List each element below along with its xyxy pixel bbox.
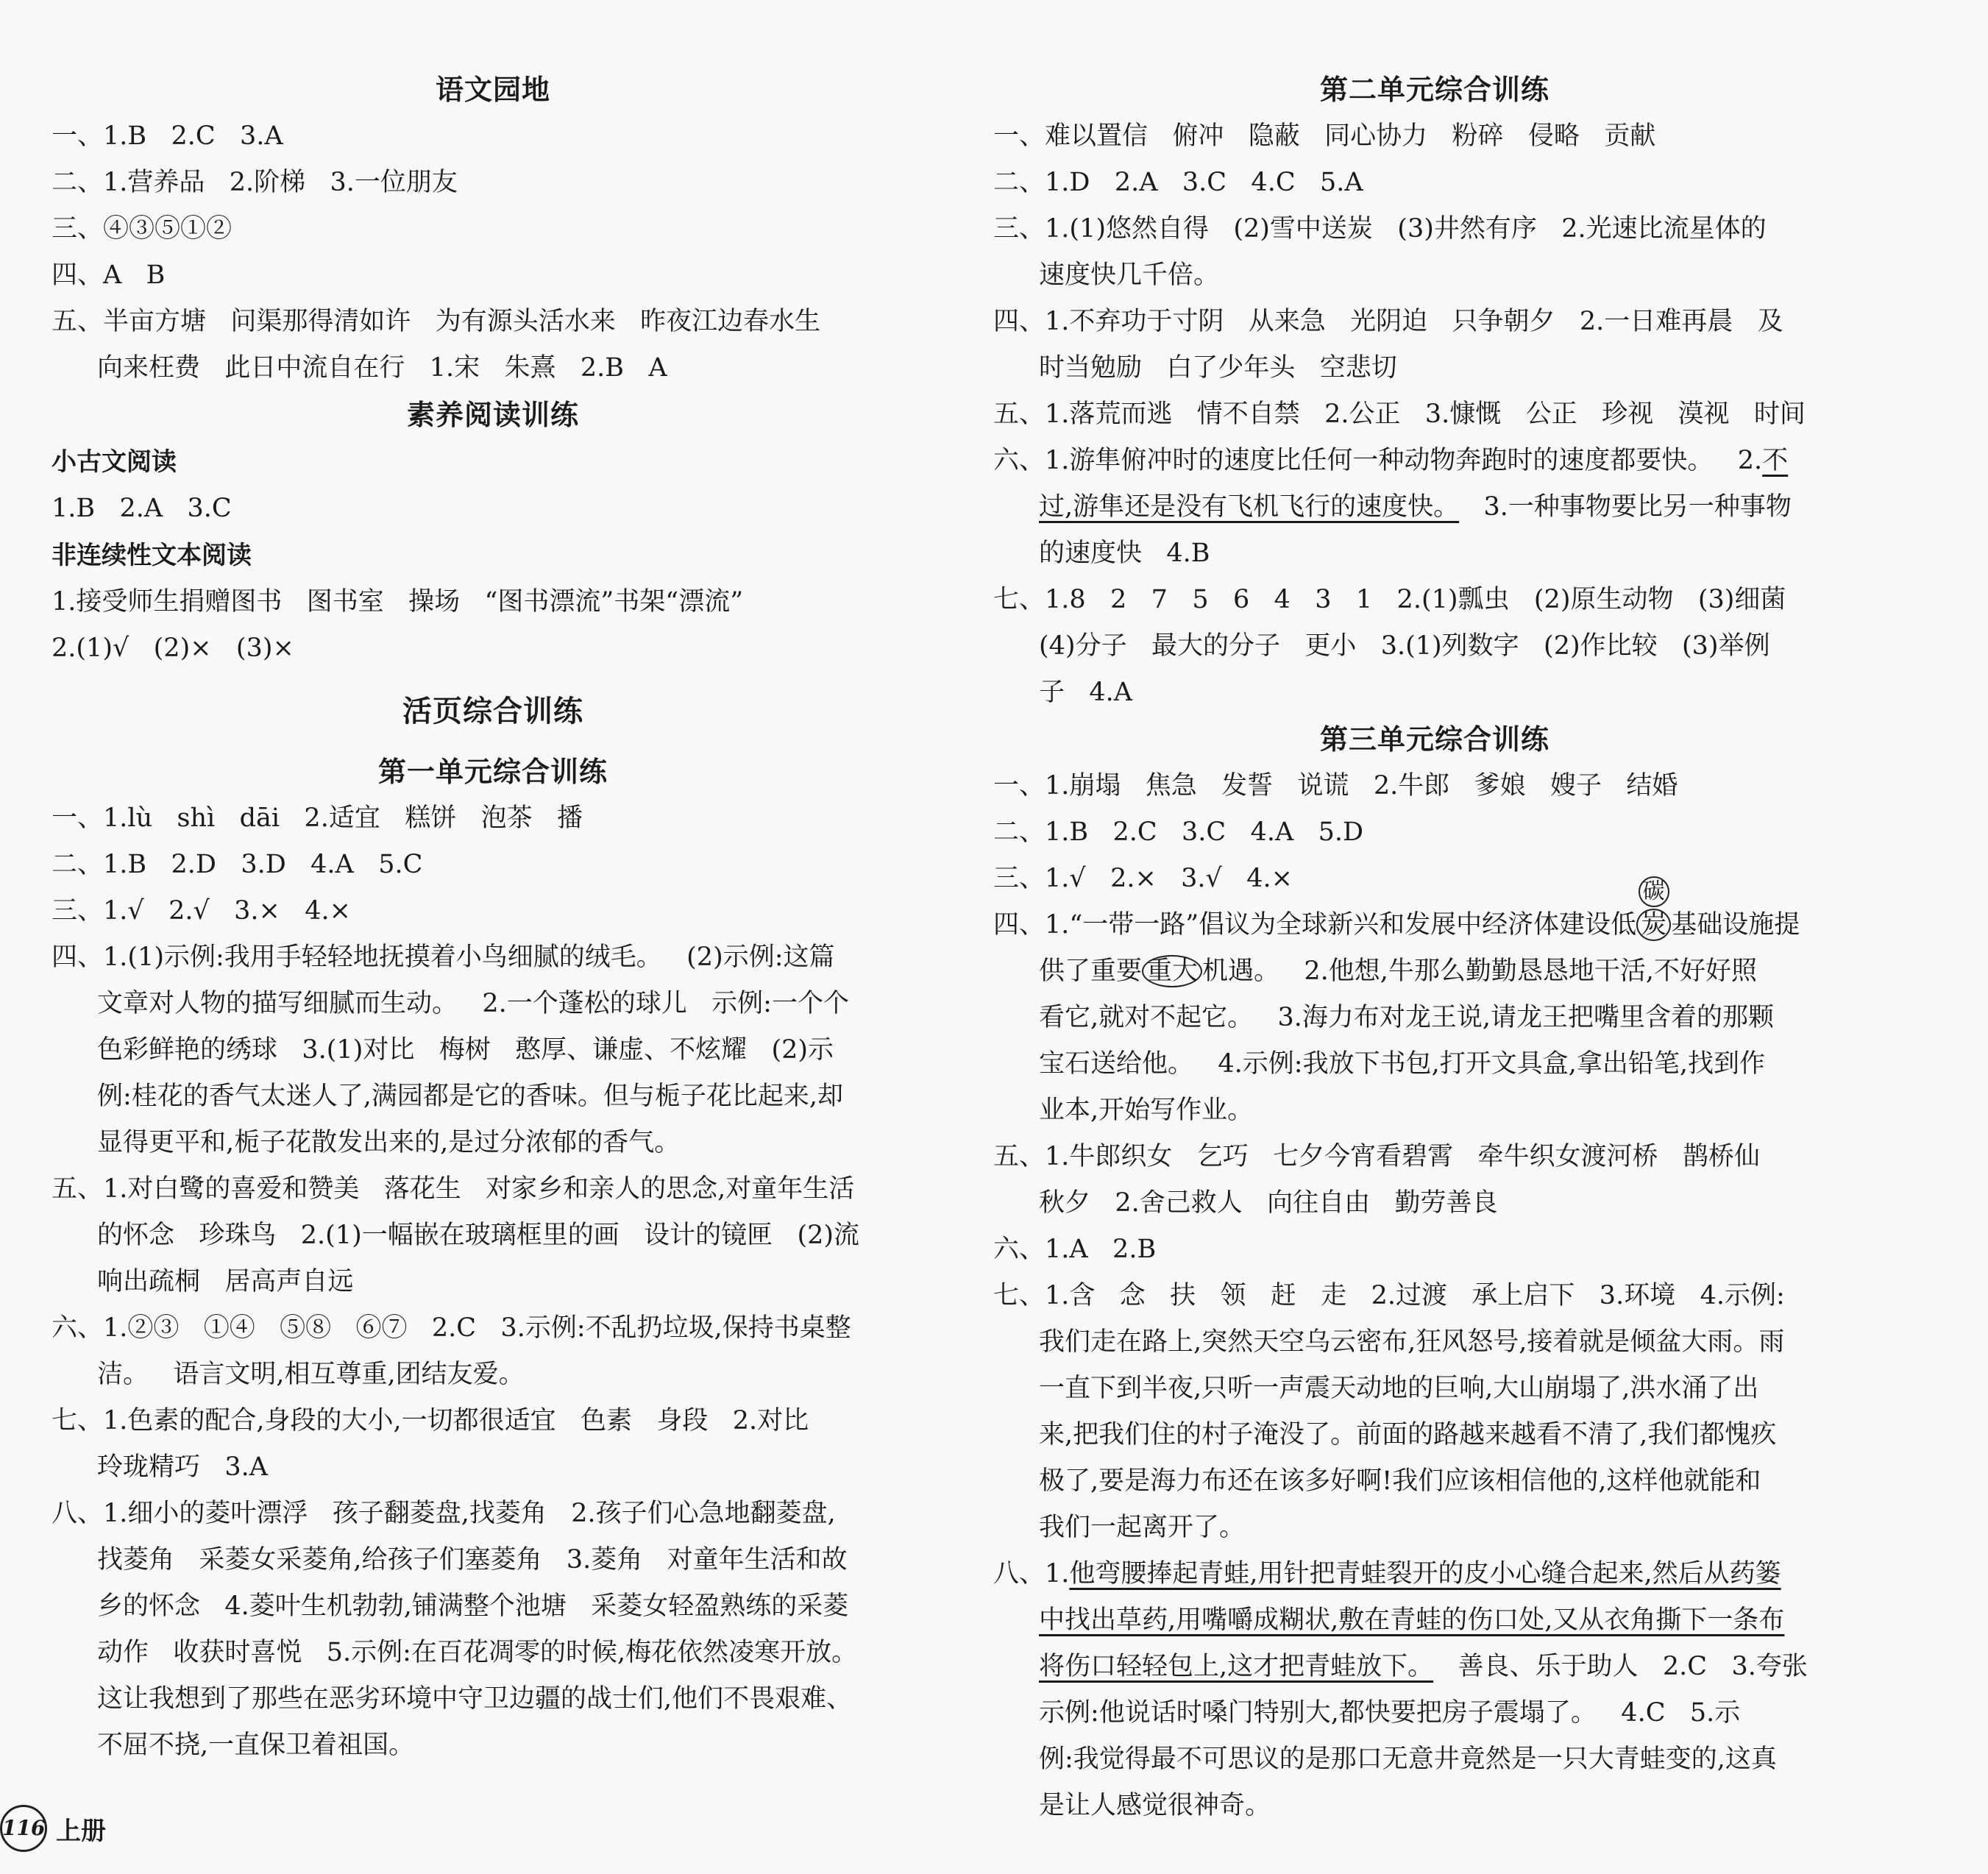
- answer-line-continued: [52, 1537, 934, 1583]
- answer-line-continued: [52, 1213, 934, 1259]
- correction-mark: 碳: [1639, 876, 1669, 907]
- answer-text: 3.一种事物要比另一种事物: [1459, 492, 1792, 522]
- answer-line-continued: [993, 1319, 1876, 1366]
- answer-line-continued: [993, 1412, 1876, 1458]
- answer-text: 八、1.细小的菱叶漂浮 孩子翻菱盘,找菱角 2.孩子们心急地翻菱盘,: [52, 1499, 836, 1528]
- answer-line: [993, 113, 1876, 160]
- subsection-title: 小古文阅读: [52, 447, 177, 477]
- answer-line-continued: [993, 345, 1876, 391]
- answer-line: [52, 1305, 934, 1352]
- answer-line: [52, 1166, 934, 1213]
- answer-text: 七、1.色素的配合,身段的大小,一切都很适宜 色素 身段 2.对比: [52, 1406, 809, 1435]
- answer-text: 例:我觉得最不可思议的是那口无意井竟然是一只大青蛙变的,这真: [1039, 1745, 1777, 1774]
- answer-text: 显得更平和,栀子花散发出来的,是过分浓郁的香气。: [97, 1128, 681, 1157]
- answer-line-continued: [52, 345, 934, 391]
- answer-text: 一、难以置信 俯冲 隐蔽 同心协力 粉碎 侵略 贡献: [993, 121, 1656, 151]
- answer-text: 供了重要: [1039, 956, 1143, 986]
- answer-text: 的速度快 4.B: [1039, 539, 1210, 568]
- answer-line: [52, 252, 934, 299]
- answer-line-continued: [993, 1783, 1876, 1829]
- answer-text: 是让人感觉很神奇。: [1039, 1791, 1271, 1820]
- answer-text: 来,把我们住的村子淹没了。前面的路越来越看不清了,我们都愧疚: [1039, 1420, 1777, 1449]
- answer-line-continued: [993, 530, 1876, 577]
- answer-text: 秋夕 2.舍己救人 向往自由 勤劳善良: [1039, 1188, 1498, 1218]
- answer-line-continued: [52, 1630, 934, 1676]
- answer-line: [52, 113, 934, 160]
- answer-line: [993, 1273, 1876, 1319]
- answer-text: 1.接受师生捐赠图书 图书室 操场 “图书漂流”书架“漂流”: [52, 587, 744, 617]
- answer-line: [52, 1491, 934, 1537]
- underlined-text: 中找出草药,用嘴嚼成糊状,敷在青蛙的伤口处,又从衣角撕下一条布: [1039, 1605, 1785, 1635]
- answer-text: 善良、乐于助人 2.C 3.夸张: [1433, 1652, 1808, 1681]
- book-part-label: 上册: [56, 1816, 106, 1846]
- answer-text: 乡的怀念 4.菱叶生机勃勃,铺满整个池塘 采菱女轻盈熟练的采菱: [97, 1591, 849, 1621]
- subsection-title: 非连续性文本阅读: [52, 541, 252, 570]
- answer-text: 六、1.②③ ①④ ⑤⑧ ⑥⑦ 2.C 3.示例:不乱扔垃圾,保持书桌整: [52, 1313, 851, 1343]
- answer-text: 六、1.游隼俯冲时的速度比任何一种动物奔跑时的速度都要快。 2.: [993, 446, 1763, 475]
- answer-line-continued: [993, 1087, 1876, 1134]
- answer-text: 六、1.A 2.B: [993, 1235, 1157, 1264]
- answer-text: 二、1.营养品 2.阶梯 3.一位朋友: [52, 168, 458, 197]
- answer-text: 基础设施提: [1671, 910, 1800, 940]
- answer-line: [52, 206, 934, 252]
- answer-line-continued: [52, 1259, 934, 1305]
- answer-line-continued: [993, 1041, 1876, 1087]
- answer-line: [993, 1551, 1876, 1597]
- answer-line: [52, 888, 934, 934]
- answer-text: 向来枉费 此日中流自在行 1.宋 朱熹 2.B A: [97, 353, 667, 383]
- answer-text: 二、1.B 2.C 3.C 4.A 5.D: [993, 817, 1364, 847]
- answer-text: 一直下到半夜,只听一声震天动地的巨响,大山崩塌了,洪水涌了出: [1039, 1374, 1759, 1403]
- answer-line-continued: [52, 981, 934, 1027]
- answer-text: 动作 收获时喜悦 5.示例:在百花凋零的时候,梅花依然凌寒开放。: [97, 1638, 858, 1667]
- answer-line: [993, 160, 1876, 206]
- answer-line-continued: [993, 1736, 1876, 1783]
- answer-line-continued: [993, 1597, 1876, 1644]
- answer-text: 四、1.“一带一路”倡议为全球新兴和发展中经济体建设低: [993, 910, 1637, 940]
- answer-text: 色彩鲜艳的绣球 3.(1)对比 梅树 憨厚、谦虚、不炫耀 (2)示: [97, 1035, 834, 1065]
- answer-line-continued: [993, 1690, 1876, 1736]
- answer-text: 1.B 2.A 3.C: [52, 494, 232, 523]
- answer-line-continued: [52, 1722, 934, 1769]
- answer-line: [993, 1227, 1876, 1273]
- answer-text: 例:桂花的香气太迷人了,满园都是它的香味。但与栀子花比起来,却: [97, 1082, 844, 1111]
- answer-text: 五、1.牛郎织女 乞巧 七夕今宵看碧霄 牵牛织女渡河桥 鹊桥仙: [993, 1142, 1760, 1171]
- answer-line: [52, 486, 934, 532]
- answer-text: 一、1.B 2.C 3.A: [52, 121, 283, 151]
- answer-line-continued: [52, 1444, 934, 1491]
- answer-text: 五、1.对白鹭的喜爱和赞美 落花生 对家乡和亲人的思念,对童年生活: [52, 1174, 855, 1204]
- answer-text: 玲珑精巧 3.A: [97, 1452, 269, 1482]
- answer-line: [52, 934, 934, 981]
- answer-line: [993, 438, 1876, 484]
- answer-text: 二、1.D 2.A 3.C 4.C 5.A: [993, 168, 1363, 197]
- answer-line-continued: [993, 670, 1876, 716]
- answer-line: [993, 763, 1876, 809]
- answer-text: (4)分子 最大的分子 更小 3.(1)列数字 (2)作比较 (3)举例: [1039, 631, 1770, 661]
- answer-line: [52, 160, 934, 206]
- circled-correction: 重大: [1142, 955, 1202, 987]
- answer-line: [993, 856, 1876, 902]
- underlined-text: 将伤口轻轻包上,这才把青蛙放下。: [1039, 1652, 1434, 1681]
- answer-text: 示例:他说话时嗓门特别大,都快要把房子震塌了。 4.C 5.示: [1039, 1698, 1741, 1728]
- answer-text: 时当勉励 白了少年头 空悲切: [1039, 353, 1397, 383]
- section-title: 活页综合训练: [402, 695, 583, 728]
- answer-line-continued: [993, 1180, 1876, 1227]
- answer-text: 业本,开始写作业。: [1039, 1096, 1254, 1125]
- answer-line-continued: [52, 1583, 934, 1630]
- answer-line-continued: [993, 1458, 1876, 1505]
- underlined-text: 过,游隼还是没有飞机飞行的速度快。: [1039, 492, 1460, 522]
- answer-line: [993, 1134, 1876, 1180]
- answer-text: 三、1.(1)悠然自得 (2)雪中送炭 (3)井然有序 2.光速比流星体的: [993, 214, 1767, 244]
- left-column: [52, 66, 934, 1769]
- answer-line-continued: [52, 1120, 934, 1166]
- answer-text: 三、1.√ 2.√ 3.× 4.×: [52, 896, 351, 926]
- answer-text: 找菱角 采菱女采菱角,给孩子们塞菱角 3.菱角 对童年生活和故: [97, 1545, 848, 1575]
- answer-line-continued: [993, 1366, 1876, 1412]
- section-title: 语文园地: [435, 74, 550, 106]
- answer-text: 这让我想到了那些在恶劣环境中守卫边疆的战士们,他们不畏艰难、: [97, 1684, 853, 1714]
- answer-line-continued: [52, 1073, 934, 1120]
- section-title: 第二单元综合训练: [1319, 74, 1549, 106]
- answer-text: 七、1.8 2 7 5 6 4 3 1 2.(1)瓢虫 (2)原生动物 (3)细菌: [993, 585, 1786, 614]
- answer-text: 洁。 语言文明,相互尊重,团结友爱。: [97, 1360, 525, 1389]
- answer-line-continued: [993, 623, 1876, 670]
- answer-line-continued: [52, 1676, 934, 1722]
- answer-text: 我们一起离开了。: [1039, 1513, 1246, 1542]
- answer-line-continued: [993, 948, 1876, 995]
- answer-text: 机遇。 2.他想,牛那么勤勤恳恳地干活,不好好照: [1202, 956, 1758, 986]
- answer-text: 速度快几千倍。: [1039, 260, 1220, 290]
- circled-correction: 炭 碳: [1636, 909, 1671, 941]
- answer-text: 五、1.落荒而逃 情不自禁 2.公正 3.慷慨 公正 珍视 漠视 时间: [993, 400, 1806, 429]
- answer-text: 三、1.√ 2.× 3.√ 4.×: [993, 864, 1293, 893]
- answer-line-continued: [993, 1644, 1876, 1690]
- answer-line: [52, 299, 934, 345]
- answer-line: [52, 795, 934, 842]
- answer-text: 二、1.B 2.D 3.D 4.A 5.C: [52, 850, 423, 879]
- answer-line: [993, 879, 1876, 948]
- answer-text: 文章对人物的描写细腻而生动。 2.一个蓬松的球儿 示例:一个个: [97, 989, 849, 1018]
- answer-text: 2.(1)√ (2)× (3)×: [52, 633, 294, 663]
- answer-text: 我们走在路上,突然天空乌云密布,狂风怒号,接着就是倾盆大雨。雨: [1039, 1327, 1785, 1357]
- answer-line: [993, 299, 1876, 345]
- answer-text: 四、A B: [52, 260, 166, 290]
- right-column: [993, 66, 1876, 1829]
- answer-text: 一、1.lù shì dāi 2.适宜 糕饼 泡茶 播: [52, 803, 583, 833]
- answer-text: 五、半亩方塘 问渠那得清如许 为有源头活水来 昨夜江边春水生: [52, 307, 821, 336]
- answer-text: 不屈不挠,一直保卫着祖国。: [97, 1731, 415, 1760]
- answer-line: [52, 842, 934, 888]
- answer-text: 一、1.崩塌 焦急 发誓 说谎 2.牛郎 爹娘 嫂子 结婚: [993, 771, 1678, 801]
- answer-text: 四、1.(1)示例:我用手轻轻地抚摸着小鸟细腻的绒毛。 (2)示例:这篇: [52, 943, 835, 972]
- underlined-text: 他弯腰捧起青蛙,用针把青蛙裂开的皮小心缝合起来,然后从药篓: [1069, 1559, 1781, 1589]
- answer-text: 看它,就对不起它。 3.海力布对龙王说,请龙王把嘴里含着的那颗: [1039, 1003, 1775, 1032]
- answer-line-continued: [52, 1027, 934, 1073]
- answer-text: 响出疏桐 居高声自远: [97, 1267, 354, 1296]
- answer-line: [993, 809, 1876, 856]
- underlined-text: 不: [1762, 446, 1789, 475]
- answer-text: 七、1.含 念 扶 领 赶 走 2.过渡 承上启下 3.环境 4.示例:: [993, 1281, 1785, 1310]
- answer-line: [52, 625, 934, 672]
- section-title: 第一单元综合训练: [377, 756, 608, 788]
- answer-text: 三、④③⑤①②: [52, 214, 232, 244]
- answer-line: [993, 206, 1876, 252]
- answer-line: [52, 579, 934, 625]
- answer-text: 四、1.不弃功于寸阴 从来急 光阴迫 只争朝夕 2.一日难再晨 及: [993, 307, 1783, 336]
- answer-line-continued: [993, 995, 1876, 1041]
- answer-line-continued: [52, 1352, 934, 1398]
- answer-line: [993, 577, 1876, 623]
- section-title: 素养阅读训练: [406, 399, 579, 431]
- answer-line-continued: [993, 252, 1876, 299]
- answer-line: [52, 1398, 934, 1444]
- answer-text: 宝石送给他。 4.示例:我放下书包,打开文具盒,拿出铅笔,找到作: [1039, 1049, 1765, 1079]
- page-number: 116: [0, 1805, 47, 1852]
- answer-text: 子 4.A: [1039, 678, 1133, 707]
- section-title: 第三单元综合训练: [1319, 723, 1549, 756]
- answer-text: 的怀念 珍珠鸟 2.(1)一幅嵌在玻璃框里的画 设计的镜匣 (2)流: [97, 1221, 860, 1250]
- page-footer: [0, 1806, 106, 1850]
- answer-text: 极了,要是海力布还在该多好啊!我们应该相信他的,这样他就能和: [1039, 1466, 1761, 1496]
- answer-text: 八、1.: [993, 1559, 1070, 1589]
- answer-line-continued: [993, 484, 1876, 530]
- answer-line-continued: [993, 1505, 1876, 1551]
- answer-line: [993, 391, 1876, 438]
